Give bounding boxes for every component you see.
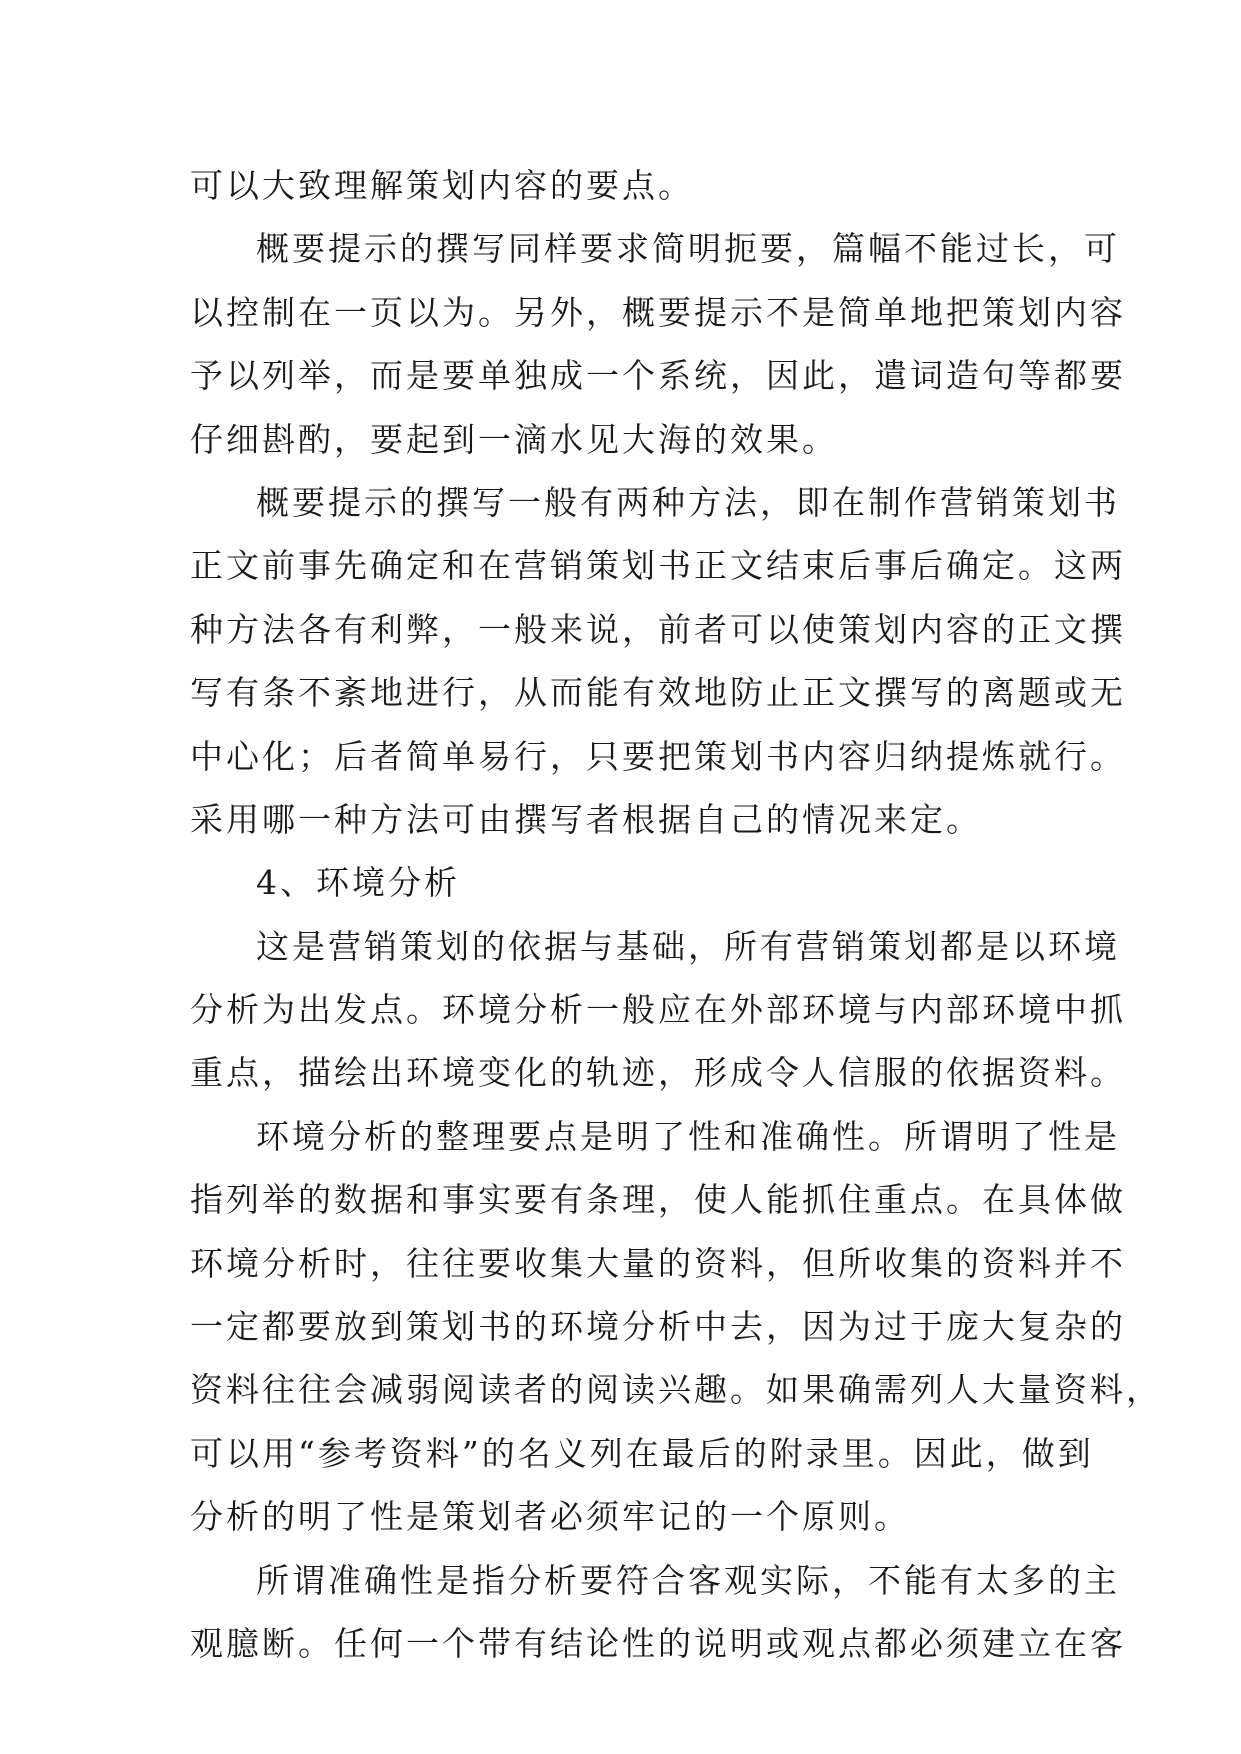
text-line: 正文前事先确定和在营销策划书正文结束后事后确定。这两 bbox=[190, 546, 1126, 586]
text-line: 以控制在一页以为。另外，概要提示不是简单地把策划内容 bbox=[190, 292, 1126, 332]
text-line: 概要提示的撰写同样要求简明扼要，篇幅不能过长，可 bbox=[256, 229, 1120, 269]
text-line: 分析的明了性是策划者必须牢记的一个原则。 bbox=[190, 1497, 910, 1537]
text-line: 中心化；后者简单易行，只要把策划书内容归纳提炼就行。 bbox=[190, 736, 1126, 776]
text-line: 指列举的数据和事实要有条理，使人能抓住重点。在具体做 bbox=[190, 1180, 1126, 1220]
text-line: 一定都要放到策划书的环境分析中去，因为过于庞大复杂的 bbox=[190, 1307, 1126, 1347]
text-line: 这是营销策划的依据与基础，所有营销策划都是以环境 bbox=[256, 926, 1120, 966]
text-line: 所谓准确性是指分析要符合客观实际，不能有太多的主 bbox=[256, 1560, 1120, 1600]
text-line: 采用哪一种方法可由撰写者根据自己的情况来定。 bbox=[190, 799, 982, 839]
text-line: 4、环境分析 bbox=[256, 863, 460, 903]
text-line: 概要提示的撰写一般有两种方法，即在制作营销策划书 bbox=[256, 482, 1120, 522]
text-line: 可以用“参考资料”的名义列在最后的附录里。因此，做到 bbox=[190, 1433, 1094, 1473]
text-line: 观臆断。任何一个带有结论性的说明或观点都必须建立在客 bbox=[190, 1623, 1126, 1663]
text-line: 仔细斟酌，要起到一滴水见大海的效果。 bbox=[190, 419, 838, 459]
text-line: 环境分析时，往往要收集大量的资料，但所收集的资料并不 bbox=[190, 1243, 1126, 1283]
text-line: 予以列举，而是要单独成一个系统，因此，遣词造句等都要 bbox=[190, 356, 1126, 396]
text-line: 种方法各有利弊，一般来说，前者可以使策划内容的正文撰 bbox=[190, 609, 1126, 649]
text-line: 分析为出发点。环境分析一般应在外部环境与内部环境中抓 bbox=[190, 990, 1126, 1030]
text-line: 写有条不紊地进行，从而能有效地防止正文撰写的离题或无 bbox=[190, 673, 1126, 713]
text-line: 重点，描绘出环境变化的轨迹，形成令人信服的依据资料。 bbox=[190, 1053, 1126, 1093]
text-line: 环境分析的整理要点是明了性和准确性。所谓明了性是 bbox=[256, 1116, 1120, 1156]
body-text bbox=[190, 154, 1162, 1675]
text-line: 资料往往会减弱阅读者的阅读兴趣。如果确需列人大量资料， bbox=[190, 1370, 1162, 1410]
text-line: 可以大致理解策划内容的要点。 bbox=[190, 166, 694, 205]
